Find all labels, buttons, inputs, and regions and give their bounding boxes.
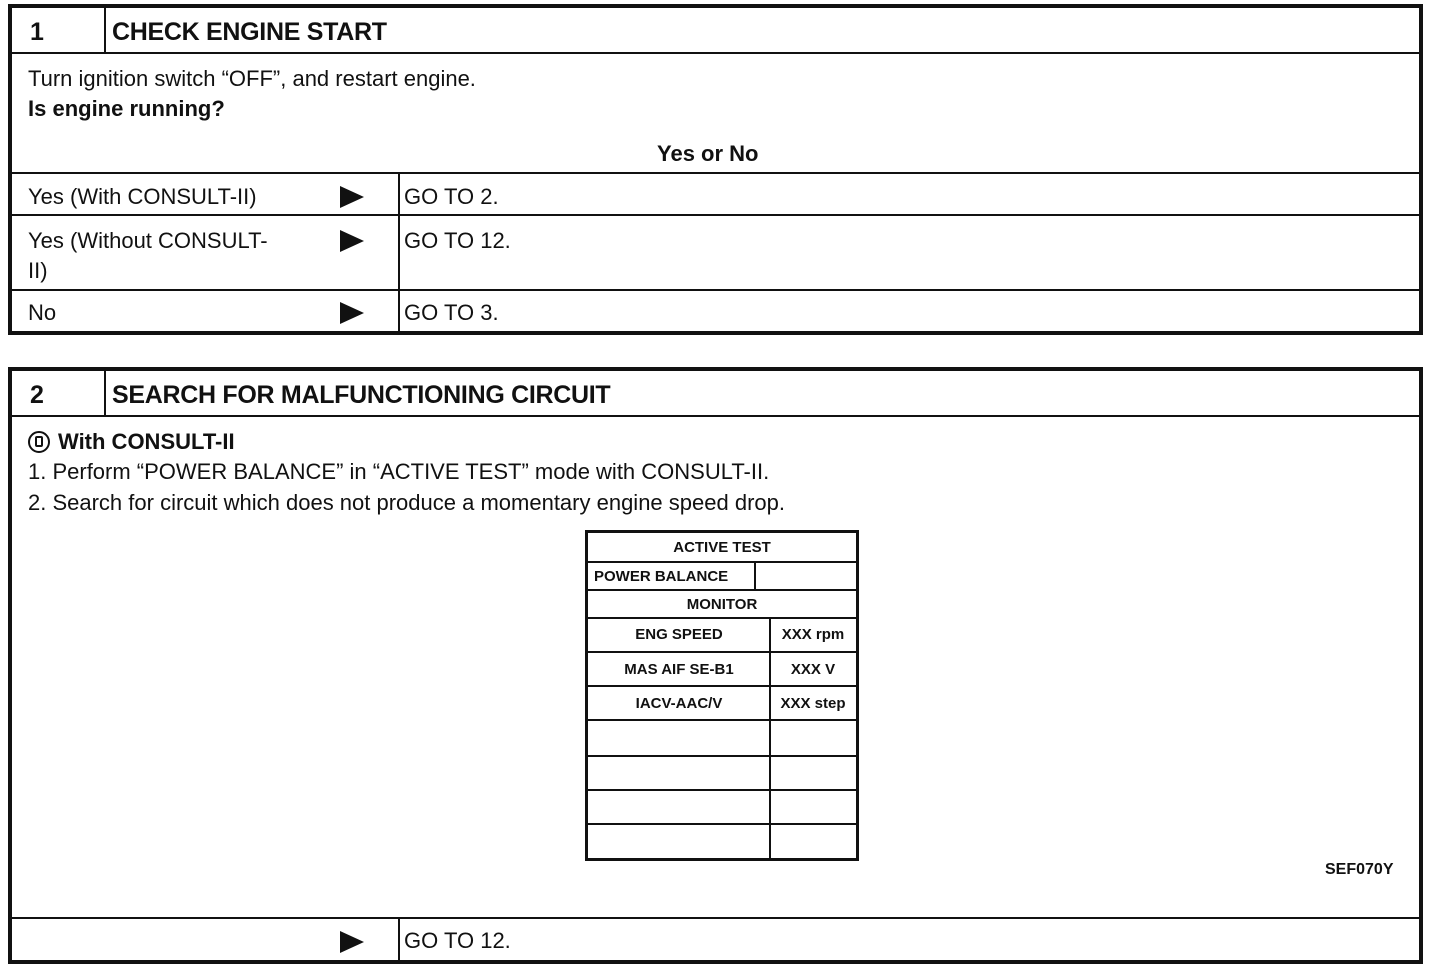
step2-divider: [12, 917, 1419, 919]
screen-divider: [588, 823, 856, 825]
step2-header-divider: [12, 415, 1419, 417]
screen-row-item: MAS AIF SE-B1: [624, 661, 734, 678]
figure-code: SEF070Y: [1325, 861, 1394, 878]
step1-number: 1: [30, 18, 44, 46]
step1-divider: [12, 289, 1419, 291]
screen-row-item: ENG SPEED: [635, 626, 723, 643]
step1-number-divider: [104, 8, 106, 52]
step2-step-2: 2. Search for circuit which does not produce a momentary engine speed drop.: [28, 490, 785, 515]
step1-header-divider: [12, 52, 1419, 54]
step1-divider: [12, 172, 1419, 174]
screen-row-value: XXX V: [790, 661, 836, 678]
step1-row1-condition: Yes (With CONSULT-II): [28, 184, 257, 209]
arrow-icon: [340, 186, 364, 208]
arrow-icon: [340, 230, 364, 252]
screen-title: ACTIVE TEST: [673, 539, 771, 556]
step1-question: Is engine running?: [28, 96, 225, 121]
step2-column-divider: [398, 917, 400, 960]
screen-divider: [588, 651, 856, 653]
screen-row-item: IACV-AAC/V: [635, 695, 723, 712]
step2-step-1: 1. Perform “POWER BALANCE” in “ACTIVE TEST” mode with CONSULT-II.: [28, 459, 770, 484]
step1-answer-header: Yes or No: [657, 141, 759, 166]
step1-column-divider: [398, 172, 400, 331]
screen-row-value: XXX step: [780, 695, 846, 712]
arrow-icon: [340, 302, 364, 324]
step1-row2-condition-line2: II): [28, 258, 48, 283]
consult-icon: [28, 431, 50, 453]
with-consult-text: With CONSULT-II: [58, 429, 235, 454]
screen-row-value: XXX rpm: [781, 626, 845, 643]
step1-instruction: Turn ignition switch “OFF”, and restart engine.: [28, 66, 476, 91]
screen-monitor-label: MONITOR: [686, 596, 758, 613]
screen-divider: [588, 561, 856, 563]
step2-number-divider: [104, 371, 106, 415]
step2-number: 2: [30, 381, 44, 409]
screen-divider: [588, 617, 856, 619]
screen-divider: [769, 617, 771, 858]
screen-divider: [588, 719, 856, 721]
screen-test-item: POWER BALANCE: [594, 568, 729, 585]
step1-row3-condition: No: [28, 300, 57, 325]
screen-divider: [754, 561, 756, 589]
screen-divider: [588, 755, 856, 757]
step1-title: CHECK ENGINE START: [112, 18, 387, 46]
step2-with-label: [28, 429, 235, 455]
step1-divider: [12, 214, 1419, 216]
step1-row2-action[interactable]: GO TO 12.: [404, 228, 511, 253]
step1-row1-action[interactable]: GO TO 2.: [404, 184, 499, 209]
screen-divider: [588, 589, 856, 591]
screen-divider: [588, 685, 856, 687]
consult-screen: [585, 530, 859, 861]
arrow-icon: [340, 931, 364, 953]
step2-title: SEARCH FOR MALFUNCTIONING CIRCUIT: [112, 381, 611, 409]
step1-table: [8, 4, 1423, 335]
step1-row3-action[interactable]: GO TO 3.: [404, 300, 499, 325]
step2-action[interactable]: GO TO 12.: [404, 928, 511, 953]
step1-row2-condition-line1: Yes (Without CONSULT-: [28, 228, 268, 253]
screen-divider: [588, 789, 856, 791]
